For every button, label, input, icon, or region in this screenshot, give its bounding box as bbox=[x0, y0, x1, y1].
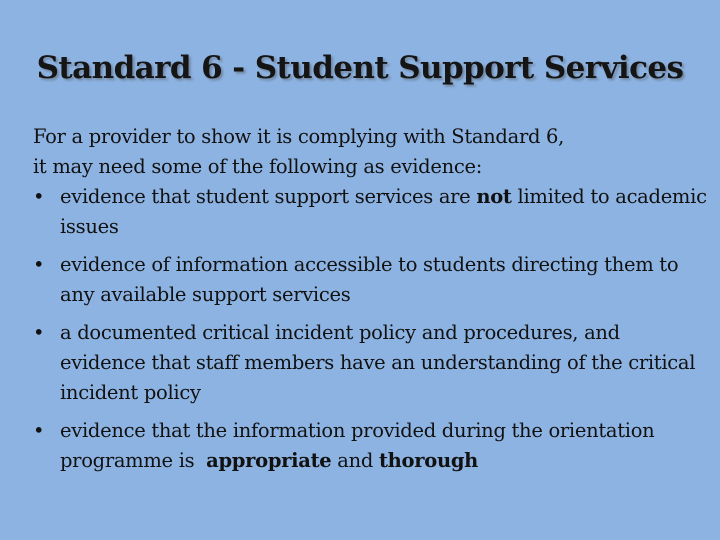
bullet-1-bold: not bbox=[476, 185, 512, 208]
intro-text bbox=[33, 122, 709, 182]
list-item bbox=[33, 250, 709, 310]
bullet-4-bold-thorough: thorough bbox=[378, 449, 479, 472]
intro-line-2: it may need some of the following as evidence: bbox=[33, 155, 482, 178]
bullet-3-text: a documented critical incident policy and procedures, and evidence that staff members have an understanding of the critical incident policy bbox=[60, 321, 696, 404]
slide-body bbox=[33, 122, 709, 476]
list-item bbox=[33, 182, 709, 242]
bullet-icon: • bbox=[33, 419, 45, 442]
bullet-icon: • bbox=[33, 321, 45, 344]
list-item bbox=[33, 318, 709, 408]
intro-line-1: For a provider to show it is complying with Standard 6, bbox=[33, 125, 565, 148]
list-item bbox=[33, 416, 709, 476]
slide-title: Standard 6 - Student Support Services bbox=[36, 50, 684, 86]
bullet-1-text-b: limited to academic issues bbox=[60, 185, 707, 238]
bullet-4-text-b: and bbox=[331, 449, 379, 472]
bullet-icon: • bbox=[33, 185, 45, 208]
bullet-icon: • bbox=[33, 253, 45, 276]
bullet-2-text: evidence of information accessible to students directing them to any available support services bbox=[60, 253, 679, 306]
bullet-1-text-a: evidence that student support services are bbox=[60, 185, 477, 208]
bullet-4-bold-appropriate: appropriate bbox=[206, 449, 332, 472]
evidence-list bbox=[33, 182, 709, 476]
bullet-4-text-a: evidence that the information provided during the orientation programme is bbox=[60, 419, 661, 472]
